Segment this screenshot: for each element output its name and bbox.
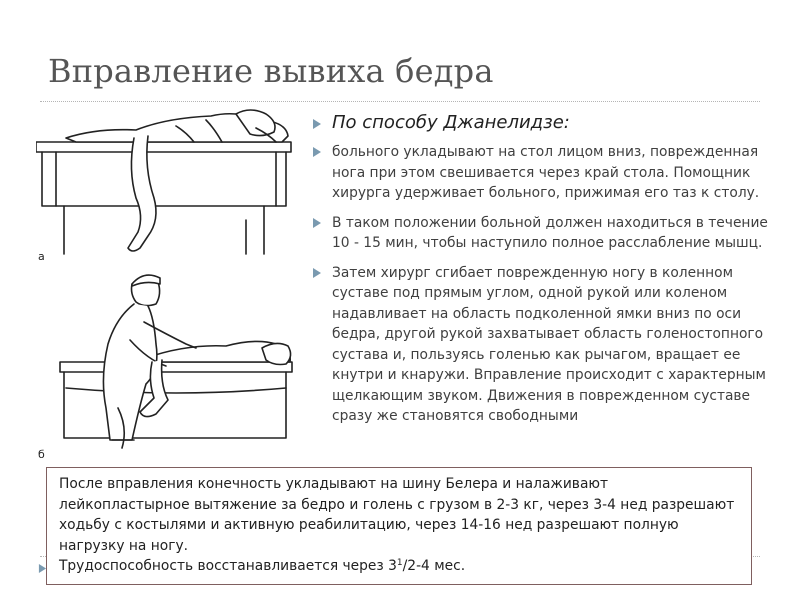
bullet-arrow-icon (312, 267, 322, 279)
method-heading-item (310, 112, 772, 133)
patient-a-hanging-leg (128, 136, 156, 251)
bullet-text: Затем хирург сгибает поврежденную ногу в коленном суставе под прямым углом, одной рукой или коленом надавливает на область подколенной ямки вниз по оси бедра, другой рукой захватывает область голеностопного сустава и, пользуясь голенью как рычагом, вращает ее кнутри и кнаружи. Вправление происходит с характерным щелкающим звуком. Движения в поврежденном суставе сразу же становятся свободными (332, 264, 766, 424)
slide-title: Вправление вывиха бедра (48, 52, 494, 90)
bullet-text: В таком положении больной должен находиться в течение 10 - 15 мин, чтобы наступило полное расслабление мышц. (332, 214, 768, 251)
table-b-body (64, 372, 286, 438)
figure-label-b: б (38, 448, 45, 461)
figure-label-a: а (38, 250, 45, 263)
bullet-arrow-icon (312, 217, 322, 229)
figure-a-drawing (36, 110, 291, 254)
table-a-top (36, 142, 291, 152)
bullet-text: больного укладывают на стол лицом вниз, поврежденная нога при этом свешивается через край стола. Помощник хирурга удерживает больного, прижимая его таз к столу. (332, 144, 760, 201)
recovery-prefix: Трудоспособность восстанавливается через 3 (59, 558, 397, 574)
table-a-legs (64, 206, 264, 254)
bullet-item (310, 213, 772, 254)
title-divider (40, 101, 760, 102)
rehabilitation-note-box (46, 467, 752, 585)
method-heading: По способу Джанелидзе: (332, 112, 570, 133)
bullet-arrow-icon (312, 146, 322, 158)
rehabilitation-paragraph: После вправления конечность укладывают на шину Белера и налаживают лейкопластырное вытяжение за бедро и голень с грузом в 2-3 кг, через 3-4 нед разрешают ходьбу с костылями и активную реабилитацию, через 14-16 нед разрешают полную нагрузку на ногу. (59, 476, 735, 554)
bullet-item (310, 263, 772, 427)
table-a-body (42, 152, 286, 206)
recovery-superscript: 1 (396, 558, 403, 568)
recovery-line (59, 556, 739, 577)
recovery-suffix: /2-4 мес. (402, 558, 466, 574)
figure-b-drawing (60, 275, 292, 448)
method-illustration (36, 108, 304, 464)
bullet-arrow-icon (312, 118, 322, 130)
method-description (310, 112, 772, 436)
bullet-item (310, 142, 772, 204)
table-b-top (60, 362, 292, 372)
